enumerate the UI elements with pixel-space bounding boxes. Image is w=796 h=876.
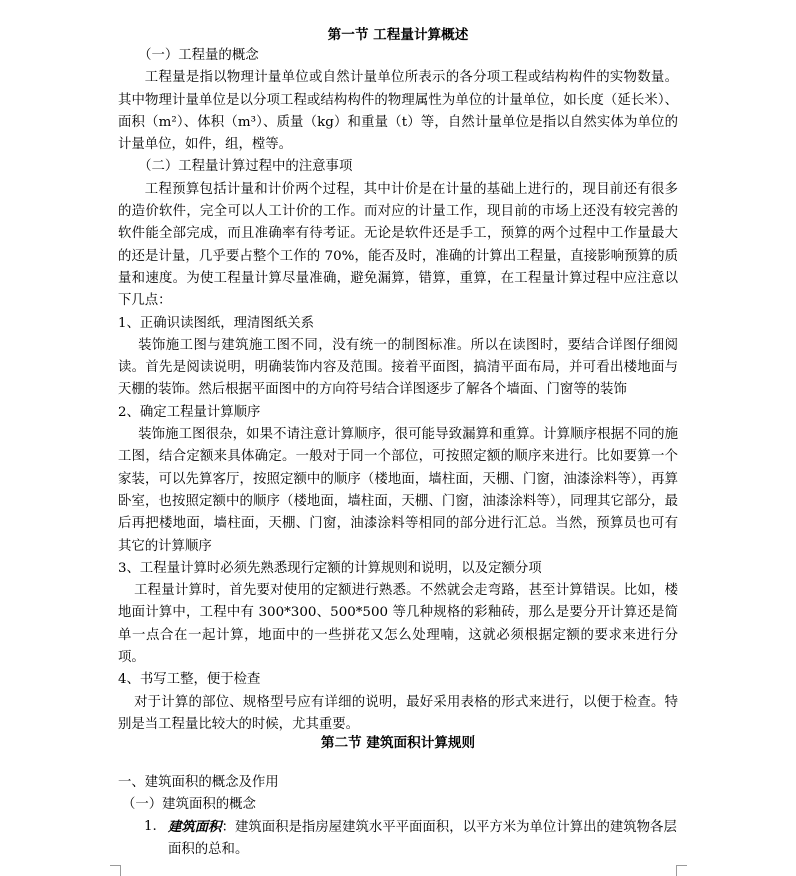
paragraph-notes: 工程预算包括计量和计价两个过程，其中计价是在计量的基础上进行的，现目前还有很多的造价软件，完全可以人工计价的工作。而对应的计量工作，现目前的市场上还没有较完善的软件能全部完成，而且准确率有待考证。无论是软件还是手工，预算的两个过程中工作量最大的还是计量，几乎要占整个工作的 70%，能否及时，准确的计算出工程量，直接影响预算的质量和速度。为使工程量计算尽量准确，避免漏算，错算，重算，在工程量计算过程中应注意以下几点：: [118, 181, 678, 309]
section-2-subheading: （一）建筑面积的概念: [122, 797, 256, 813]
section-title-1: 第一节 工程量计算概述: [327, 27, 469, 43]
item-1-text: 装饰施工图与建筑施工图不同，没有统一的制图标准。所以在读图时，要结合详图仔细阅读。首先是阅读说明，明确装饰内容及范围。接着平面图，搞清平面布局，并可看出楼地面与天棚的装饰。然后根据平面图中的方向符号结合详图逐步了解各个墙面、门窗等的装饰: [118, 337, 678, 398]
item-4-heading: 4、书写工整，便于检查: [118, 672, 261, 688]
item-3-heading: 3、工程量计算时必须先熟悉现行定额的计算规则和说明，以及定额分项: [118, 560, 542, 576]
subheading-notes: （二）工程量计算过程中的注意事项: [138, 159, 353, 175]
item-2-text: 装饰施工图很杂，如果不请注意计算顺序，很可能导致漏算和重算。计算顺序根据不同的施工图，结合定额来具体确定。一般对于同一个部位，可按照定额的顺序来进行。比如要算一个家装，可以先算客厅，按照定额中的顺序（楼地面，墙柱面，天棚、门窗，油漆涂料等），再算卧室，也按照定额中的顺序（楼地面，墙柱面，天棚、门窗，油漆涂料等），同理其它部分，最后再把楼地面，墙柱面，天棚、门窗，油漆涂料等相同的部分进行汇总。当然，预算员也可有其它的计算顺序: [118, 427, 678, 554]
term-building-area: 建筑面积: [168, 819, 222, 835]
section-2-heading: 一、建筑面积的概念及作用: [118, 775, 279, 790]
term-colon: ：: [221, 820, 235, 835]
page-corner-mark-right: [676, 865, 687, 876]
list-item-building-area: [144, 816, 680, 862]
term-definition: 建筑面积是指房屋建筑水平平面面积，以平方米为单位计算出的建筑物各层面积的总和。: [168, 820, 677, 858]
item-2-heading: 2、确定工程量计算顺序: [118, 404, 261, 420]
item-1-heading: 1、正确识读图纸，理清图纸关系: [118, 315, 314, 331]
page-corner-mark-left: [110, 865, 121, 876]
subheading-concept: （一）工程量的概念: [138, 48, 259, 63]
paragraph-concept: 工程量是指以物理计量单位或自然计量单位所表示的各分项工程或结构构件的实物数量。其中物理计量单位是以分项工程或结构构件的物理属性为单位的计量单位，如长度（延长米）、面积（m²）、体积（m³）、质量（kg）和重量（t）等，自然计量单位是指以自然实体为单位的计量单位，如件，组，樘等。: [118, 70, 678, 153]
section-1-body: [118, 45, 678, 736]
item-4-text: 对于计算的部位、规格型号应有详细的说明，最好采用表格的形式来进行，以便于检查。特别是当工程量比较大的时候，尤其重要。: [118, 694, 678, 732]
item-3-text: 工程量计算时，首先要对使用的定额进行熟悉。不然就会走弯路，甚至计算错误。比如，楼地面计算中，工程中有 300*300、500*500 等几种规格的彩釉砖，那么是要分开计算还是简单一点合在一起计算，地面中的一些拼花又怎么处理喃，这就必须根据定额的要求来进行分项。: [118, 583, 678, 666]
list-number: 1.: [144, 819, 157, 834]
list-body: [168, 816, 680, 862]
section-2-body: [118, 772, 678, 817]
section-title-2: 第二节 建筑面积计算规则: [320, 735, 476, 751]
